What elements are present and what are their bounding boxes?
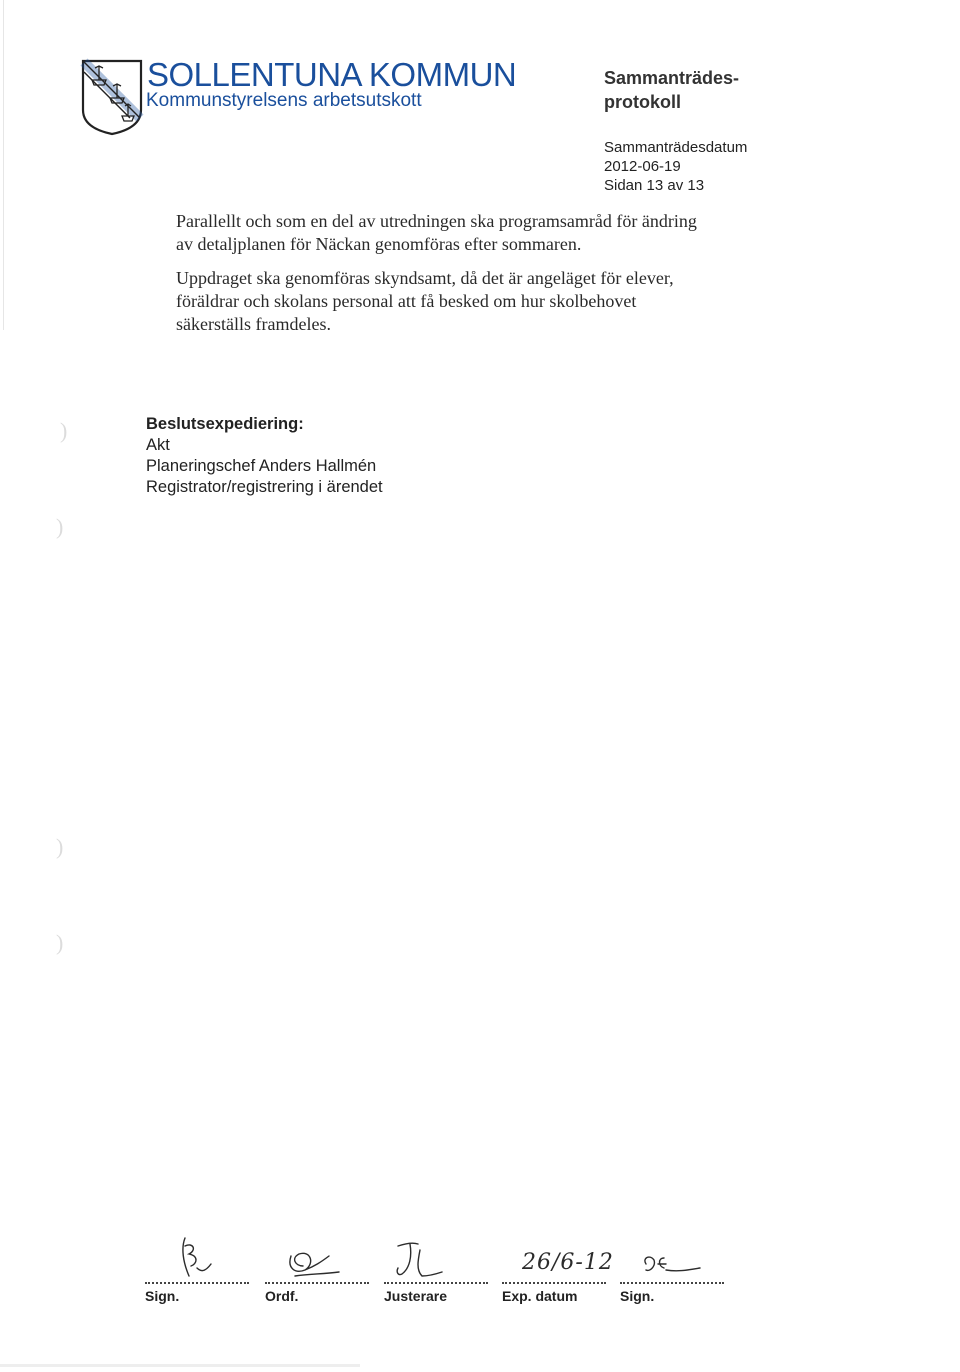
signature-field	[265, 1232, 375, 1312]
signature-label: Sign.	[145, 1288, 180, 1304]
distribution-item: Planeringschef Anders Hallmén	[146, 457, 377, 475]
signature-row	[0, 1232, 960, 1312]
handwritten-initials	[620, 1232, 730, 1284]
signature-line	[265, 1282, 369, 1284]
punch-hole-mark: )	[56, 834, 64, 859]
municipal-coat-of-arms-icon	[80, 58, 144, 136]
meeting-meta	[604, 138, 747, 195]
signature-label: Justerare	[384, 1288, 448, 1304]
body-paragraph	[176, 210, 796, 256]
distribution-heading: Beslutsexpediering:	[146, 415, 304, 433]
scan-edge	[3, 0, 4, 330]
decision-distribution	[146, 414, 383, 498]
paragraph-line: föräldrar och skolans personal att få besked om hur skolbehovet	[176, 291, 637, 311]
handwritten-initials	[265, 1232, 375, 1284]
handwritten-initials	[145, 1232, 255, 1284]
signature-field	[620, 1232, 730, 1312]
signature-label: Sign.	[620, 1288, 655, 1304]
scan-edge	[0, 1364, 360, 1367]
signature-label: Exp. datum	[502, 1288, 578, 1304]
distribution-item: Registrator/registrering i ärendet	[146, 478, 383, 496]
signature-line	[620, 1282, 724, 1284]
handwritten-exp-date: 26/6-12	[522, 1250, 614, 1275]
organization-unit: Kommunstyrelsens arbetsutskott	[146, 90, 422, 111]
document-type-line: protokoll	[604, 92, 681, 112]
signature-line	[502, 1282, 606, 1284]
organization-name: SOLLENTUNA KOMMUN	[147, 56, 517, 93]
distribution-item: Akt	[146, 436, 170, 454]
paragraph-line: Uppdraget ska genomföras skyndsamt, då det är angeläget för elever,	[176, 268, 674, 288]
document-type	[604, 66, 739, 114]
signature-field	[145, 1232, 255, 1312]
signature-line	[145, 1282, 249, 1284]
paragraph-line: Parallellt och som en del av utredningen ska programsamråd för ändring	[176, 211, 697, 231]
signature-line	[384, 1282, 488, 1284]
meeting-date-label: Sammanträdesdatum	[604, 139, 748, 156]
document-type-line: Sammanträdes-	[604, 68, 740, 88]
signature-field	[502, 1232, 612, 1312]
handwritten-initials	[384, 1232, 494, 1284]
page-number: Sidan 13 av 13	[604, 177, 705, 194]
punch-hole-mark: )	[60, 418, 68, 443]
signature-label: Ordf.	[265, 1288, 299, 1304]
punch-hole-mark: )	[56, 930, 64, 955]
paragraph-line: av detaljplanen för Näckan genomföras efter sommaren.	[176, 234, 582, 254]
body-paragraph	[176, 267, 796, 336]
punch-hole-mark: )	[56, 514, 64, 539]
meeting-date-value: 2012-06-19	[604, 158, 681, 175]
signature-field	[384, 1232, 494, 1312]
paragraph-line: säkerställs framdeles.	[176, 314, 331, 334]
